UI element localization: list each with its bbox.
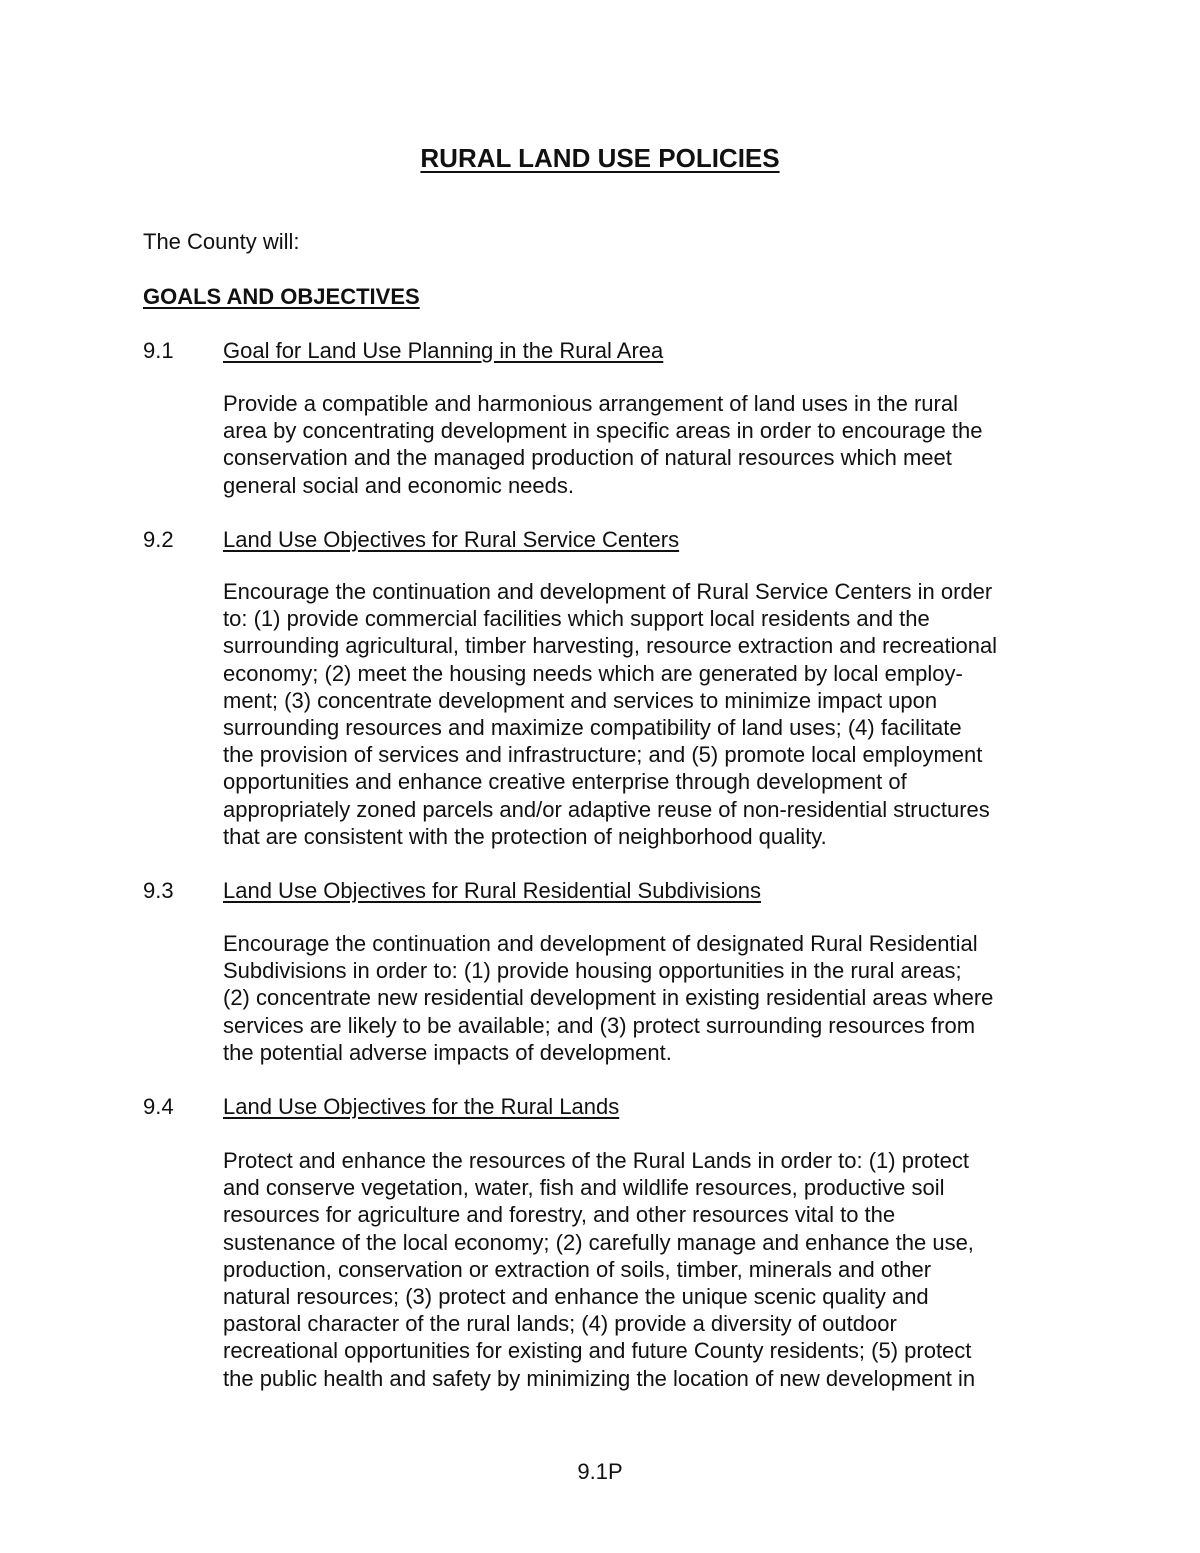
body-line: the provision of services and infrastructure; and (5) promote local employment	[223, 742, 983, 768]
item-title: Land Use Objectives for Rural Service Centers	[223, 527, 680, 552]
body-line: (2) concentrate new residential development in existing residential areas where	[223, 985, 994, 1011]
body-line: conservation and the managed production of natural resources which meet	[223, 445, 952, 471]
body-line: appropriately zoned parcels and/or adaptive reuse of non-residential structures	[223, 796, 990, 822]
body-line: ment; (3) concentrate development and services to minimize impact upon	[223, 687, 938, 713]
item-title: Goal for Land Use Planning in the Rural Area	[223, 338, 664, 363]
body-line: services are likely to be available; and (3) protect surrounding resources from	[223, 1012, 976, 1038]
item-body	[223, 390, 1058, 499]
body-line: that are consistent with the protection of neighborhood quality.	[223, 823, 827, 849]
body-line: general social and economic needs.	[223, 472, 575, 498]
body-line: natural resources; (3) protect and enhance the unique scenic quality and	[223, 1284, 929, 1310]
item-title: Land Use Objectives for the Rural Lands	[223, 1094, 620, 1119]
section-heading: GOALS AND OBJECTIVES	[143, 284, 420, 309]
body-line: area by concentrating development in specific areas in order to encourage the	[223, 418, 983, 444]
body-line: and conserve vegetation, water, fish and wildlife resources, productive soil	[223, 1175, 945, 1201]
body-line: the potential adverse impacts of development.	[223, 1039, 672, 1065]
item-body	[223, 930, 1058, 1066]
item-number: 9.2	[143, 527, 174, 552]
item-body	[223, 578, 1058, 850]
body-line: sustenance of the local economy; (2) carefully manage and enhance the use,	[223, 1229, 974, 1255]
body-line: Encourage the continuation and development of designated Rural Residential	[223, 931, 978, 956]
body-line: surrounding resources and maximize compatibility of land uses; (4) facilitate	[223, 715, 962, 741]
body-line: recreational opportunities for existing and future County residents; (5) protect	[223, 1338, 972, 1364]
page-number: 9.1P	[577, 1459, 623, 1484]
body-line: Encourage the continuation and development of Rural Service Centers in order	[223, 579, 993, 604]
body-line: to: (1) provide commercial facilities which support local residents and the	[223, 606, 930, 632]
body-line: opportunities and enhance creative enterprise through development of	[223, 769, 907, 795]
body-line: Subdivisions in order to: (1) provide housing opportunities in the rural areas;	[223, 958, 962, 984]
page-title: RURAL LAND USE POLICIES	[420, 143, 780, 173]
item-title: Land Use Objectives for Rural Residential Subdivisions	[223, 878, 762, 903]
body-line: the public health and safety by minimizing the location of new development in	[223, 1365, 976, 1391]
body-line: production, conservation or extraction of soils, timber, minerals and other	[223, 1256, 932, 1282]
body-line: Protect and enhance the resources of the Rural Lands in order to: (1) protect	[223, 1148, 969, 1173]
intro-text: The County will:	[143, 229, 300, 254]
item-body	[223, 1147, 1058, 1392]
item-number: 9.3	[143, 878, 174, 903]
item-number: 9.1	[143, 338, 174, 363]
body-line: pastoral character of the rural lands; (4) provide a diversity of outdoor	[223, 1311, 897, 1337]
item-number: 9.4	[143, 1094, 174, 1119]
body-line: resources for agriculture and forestry, and other resources vital to the	[223, 1202, 896, 1228]
body-line: surrounding agricultural, timber harvesting, resource extraction and recreational	[223, 633, 998, 659]
body-line: economy; (2) meet the housing needs which are generated by local employ-	[223, 660, 963, 686]
body-line: Provide a compatible and harmonious arrangement of land uses in the rural	[223, 391, 958, 416]
